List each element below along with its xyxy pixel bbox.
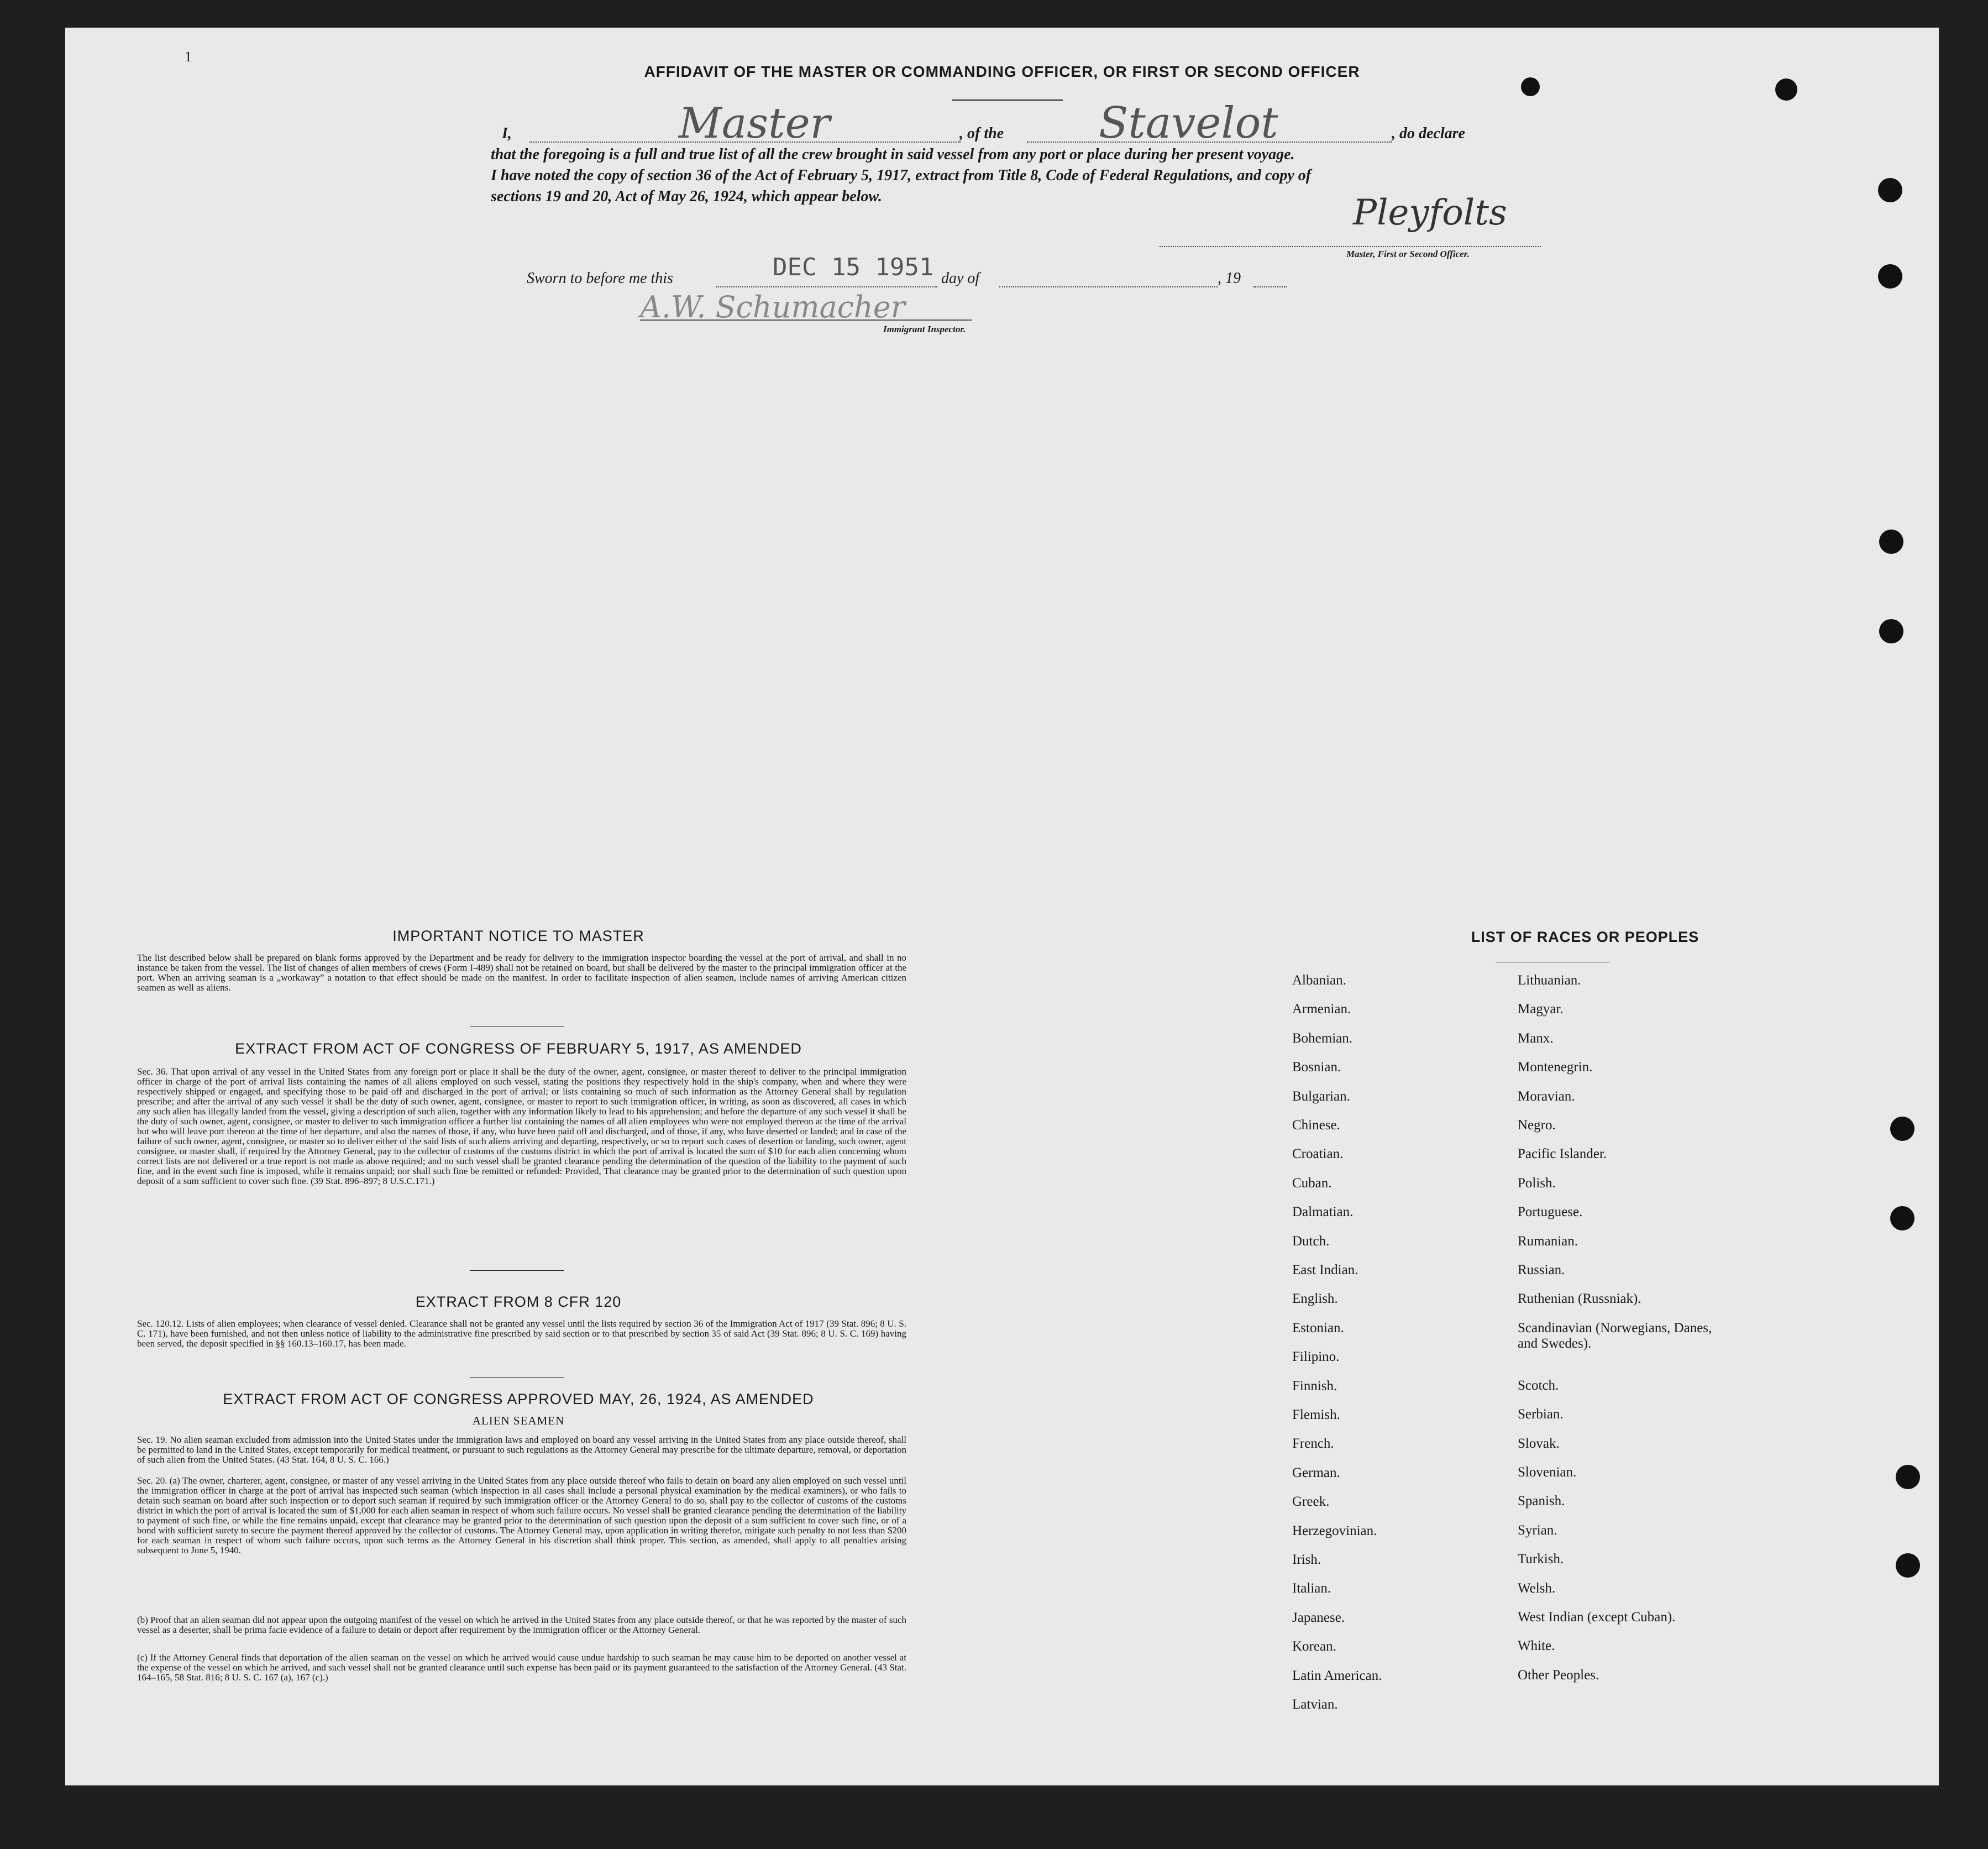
inspector-line [640,319,972,321]
race-item: Italian. [1292,1581,1331,1596]
race-item: Albanian. [1292,973,1346,988]
race-item: English. [1292,1291,1338,1307]
race-item: Rumanian. [1518,1233,1578,1249]
race-item: Syrian. [1518,1522,1557,1538]
race-item: Bulgarian. [1292,1088,1350,1104]
race-item: Scandinavian (Norwegians, Danes, and Swedes). [1518,1320,1712,1351]
extract-1924-subtitle: ALIEN SEAMEN [472,1414,565,1427]
race-item: Finnish. [1292,1378,1337,1394]
date-line [716,286,937,287]
race-item: Manx. [1518,1030,1554,1046]
notice-title: IMPORTANT NOTICE TO MASTER [392,928,644,944]
extract-1917-body: Sec. 36. That upon arrival of any vessel in the United States from any foreign port or place it shall be the duty of the owner, agent, consignee, or master thereof to deliver to the principal immigration officer in charge of the port of arrival lists containing the names of all aliens employed on such vessel, stating the positions they respectively hold in the ship's company, when and where they were respectively shipped or engaged, and specifying those to be paid off and discharged in the port of arrival; or lists containing so much of such information as the Attorney General shall by regulation prescribe; and after the arrival of any such vessel it shall be the duty of such owner, agent, consignee, or master to report to such immigration officer, in writing, as soon as discovered, all cases in which any such alien has illegally landed from the vessel, giving a description of such alien, together with any information likely to lead to his apprehension; and before the departure of any such vessel it shall be the duty of such owner, agent, consignee, or master to deliver to such immigration officer a further list containing the names of all alien employees who were not employed thereon at the time of the arrival but who will leave port thereon at the time of her departure, and also the names of those, if any, who have been paid off and discharged, and of those, if any, who have deserted or landed; and in case of the failure of such owner, agent, consignee, or master so to deliver either of the said lists of such aliens arriving and departing, respectively, or so to report such cases of desertion or landing, such owner, agent consignee, or master shall, if required by the Attorney General, pay to the collector of customs of the customs district in which the port of arrival is located the sum of $10 for each alien concerning whom correct lists are not delivered or a true report is not made as above required; and no such vessel shall be granted clearance pending the determination of the question of the liability to the payment of such fine, and in the event such fine is imposed, while it remains unpaid; nor shall such fine be remitted or refunded: Provided, That clearance may be granted prior to the determination of such question upon deposit of a sum sufficient to cover such fine. (39 Stat. 896–897; 8 U.S.C.171.) [137,1066,906,1186]
race-item: Estonian. [1292,1320,1344,1335]
race-item: Greek. [1292,1494,1330,1510]
affidavit-line-3: I have noted the copy of section 36 of the Act of February 5, 1917, extract from Title 8, Code of Federal Regulations, and copy of [491,167,1312,184]
race-item: Polish. [1518,1175,1556,1191]
punch-hole [1890,1206,1914,1230]
races-title: LIST OF RACES OR PEOPLES [1471,929,1699,945]
affidavit-title: AFFIDAVIT OF THE MASTER OR COMMANDING OFFICER, OR FIRST OR SECOND OFFICER [644,63,1360,80]
race-item: Pacific Islander. [1518,1146,1607,1162]
punch-hole [1879,619,1903,643]
race-item: Bohemian. [1292,1030,1353,1046]
race-item: Croatian. [1292,1146,1344,1162]
race-item: Slovenian. [1518,1465,1577,1480]
race-item: Dalmatian. [1292,1204,1354,1220]
date-stamp: DEC 15 1951 [773,253,934,281]
year-line [1253,286,1287,287]
sworn-label: Sworn to before me this [527,270,673,287]
punch-hole [1879,530,1903,554]
document-page [65,28,1939,1785]
race-item: Japanese. [1292,1610,1345,1625]
title-divider [952,99,1063,101]
race-item: Filipino. [1292,1349,1340,1365]
inspector-caption: Immigrant Inspector. [883,324,966,334]
year-prefix: , 19 [1218,270,1241,287]
punch-hole [1775,78,1797,101]
day-of-label: day of [941,270,980,287]
race-item: Armenian. [1292,1002,1351,1017]
race-item: Serbian. [1518,1407,1564,1422]
extract-1917-title: EXTRACT FROM ACT OF CONGRESS OF FEBRUARY 5, 1917, AS AMENDED [235,1040,802,1057]
race-item: East Indian. [1292,1263,1358,1277]
race-item: Scotch. [1518,1377,1559,1393]
punch-hole [1890,1117,1914,1141]
signature-line [1160,246,1541,247]
punch-hole [1521,77,1540,96]
affidavit-i-label: I, [502,125,512,142]
race-item: Bosnian. [1292,1060,1341,1075]
race-item: French. [1292,1436,1334,1452]
cfr-divider [470,1377,564,1378]
punch-hole [1896,1465,1920,1489]
cfr-body: Sec. 120.12. Lists of alien employees; when clearance of vessel denied. Clearance shall not be granted any vessel until the lists required by section 36 of the Immigration Act of 1917 (39 Stat. 896; 8 U. S. C. 171), have been furnished, and not then unless notice of liability to the administrative fine prescribed by said section or to that prescribed by section 35 of said Act (39 Stat. 896; 8 U. S. C. 169) having been served, the deposit specified in §§ 160.13–160.17, has been made. [137,1318,906,1349]
do-declare-label: , do declare [1392,125,1465,142]
race-item: Latin American. [1292,1668,1382,1683]
race-item: Portuguese. [1518,1204,1583,1220]
cfr-title: EXTRACT FROM 8 CFR 120 [415,1293,622,1310]
signature-caption: Master, First or Second Officer. [1346,249,1470,259]
extract-1924-sec20b: (b) Proof that an alien seaman did not appear upon the outgoing manifest of the vessel on which he arrived in the United States from any place outside thereof, or that he was reported by the master of such vessel as a deserter, shall be prima facie evidence of a failure to detain or deport after requirement by the immigration officer or the Attorney General. [137,1615,906,1635]
extract-1924-sec19: Sec. 19. No alien seaman excluded from admission into the United States under the immigration laws and employed on board any vessel arriving in the United States from any place outside thereof, shall be permitted to land in the United States, except temporarily for medical treatment, or pursuant to such regulations as the Attorney General may prescribe for the ultimate departure, removal, or deportation of such alien from the United States. (43 Stat. 164, 8 U. S. C. 166.) [137,1434,906,1465]
race-item: Russian. [1518,1263,1565,1277]
race-item: Slovak. [1518,1436,1560,1451]
race-item: Welsh. [1518,1580,1556,1596]
corner-mark: 1 [185,49,192,65]
inspector-signature: A.W. Schumacher [640,290,905,324]
race-item: Flemish. [1292,1407,1340,1422]
race-item: German. [1292,1465,1340,1480]
race-item: Latvian. [1292,1697,1338,1712]
extract-1924-sec20a: Sec. 20. (a) The owner, charterer, agent, consignee, or master of any vessel arriving in the United States from any place outside thereof who fails to detain on board any alien employed on such vessel until the immigration officer in charge at the port of arrival has inspected such seaman (which inspection in all cases shall include a personal physical examination by the medical examiners), or who fails to detain such seaman on board after such inspection or to deport such seaman if required by such immigration officer or the Attorney General to do so, shall pay to the collector of customs of the customs district in which the port of arrival is located the sum of $1,000 for each alien seaman in respect of whom such failure occurs. No vessel shall be granted clearance pending the determination of the liability to payment of such fine, or while the fine remains unpaid, except that clearance may be granted prior to the determination of such question upon the deposit of a sum sufficient to cover such fine, or of a bond with sufficient surety to secure the payment thereof approved by the collector of customs. The Attorney General may, upon application in writing therefor, mitigate such penalty to not less than $200 for each seaman in respect of whom such failure occurs, upon such terms as the Attorney General in his discretion shall think proper. This section, as amended, shall apply to all penalties arising subsequent to June 5, 1940. [137,1475,906,1555]
vessel-handwriting: Stavelot [1099,98,1278,148]
race-item: Chinese. [1292,1118,1340,1133]
race-item: Other Peoples. [1518,1667,1599,1683]
punch-hole [1878,178,1902,202]
affidavit-line-2: that the foregoing is a full and true list of all the crew brought in said vessel from any port or place during her present voyage. [491,146,1295,163]
race-item: West Indian (except Cuban). [1518,1610,1676,1625]
officer-signature: Pleyfolts [1353,192,1507,233]
race-item: Dutch. [1292,1233,1330,1249]
extract-1924-title: EXTRACT FROM ACT OF CONGRESS APPROVED MAY, 26, 1924, AS AMENDED [223,1391,814,1407]
race-item: Turkish. [1518,1552,1564,1567]
affidavit-line-4: sections 19 and 20, Act of May 26, 1924, which appear below. [491,188,883,205]
race-item: Moravian. [1518,1088,1575,1104]
race-item: Ruthenian (Russniak). [1518,1291,1641,1307]
race-item: Cuban. [1292,1175,1332,1191]
race-item: Irish. [1292,1552,1321,1567]
master-handwriting: Master [679,98,830,148]
month-line [999,286,1218,287]
race-item: Herzegovinian. [1292,1523,1377,1538]
race-item: Magyar. [1518,1002,1564,1017]
race-item: White. [1518,1638,1555,1654]
extract-1917-divider [470,1270,564,1271]
race-item: Montenegrin. [1518,1060,1593,1075]
race-item: Negro. [1518,1118,1556,1133]
race-item: Lithuanian. [1518,973,1581,988]
punch-hole [1896,1553,1920,1578]
race-item: Korean. [1292,1639,1336,1654]
extract-1924-sec20c: (c) If the Attorney General finds that deportation of the alien seaman on the vessel on which he arrived would cause undue hardship to such seaman he may cause him to be deported on another vessel at the expense of the vessel on which he arrived, and such vessel shall not be granted clearance until such expense has been paid or its payment guaranteed to the satisfaction of the Attorney General. (43 Stat. 164–165, 58 Stat. 816; 8 U. S. C. 167 (a), 167 (c).) [137,1652,906,1683]
race-item: Spanish. [1518,1494,1565,1509]
of-the-label: , of the [959,125,1004,142]
notice-body: The list described below shall be prepared on blank forms approved by the Department and be ready for delivery to the immigration inspector boarding the vessel at the port of arrival, and shall in no instance be taken from the vessel. The list of changes of alien members of crews (Form I-489) shall not be retained on board, but shall be delivered by the master to the principal immigration officer at the port. When an arriving seaman is a „workaway” a notation to that effect should be made on the manifest. In order to facilitate inspection of alien seamen, include names of arriving American citizen seamen as well as aliens. [137,952,906,993]
punch-hole [1878,264,1902,289]
